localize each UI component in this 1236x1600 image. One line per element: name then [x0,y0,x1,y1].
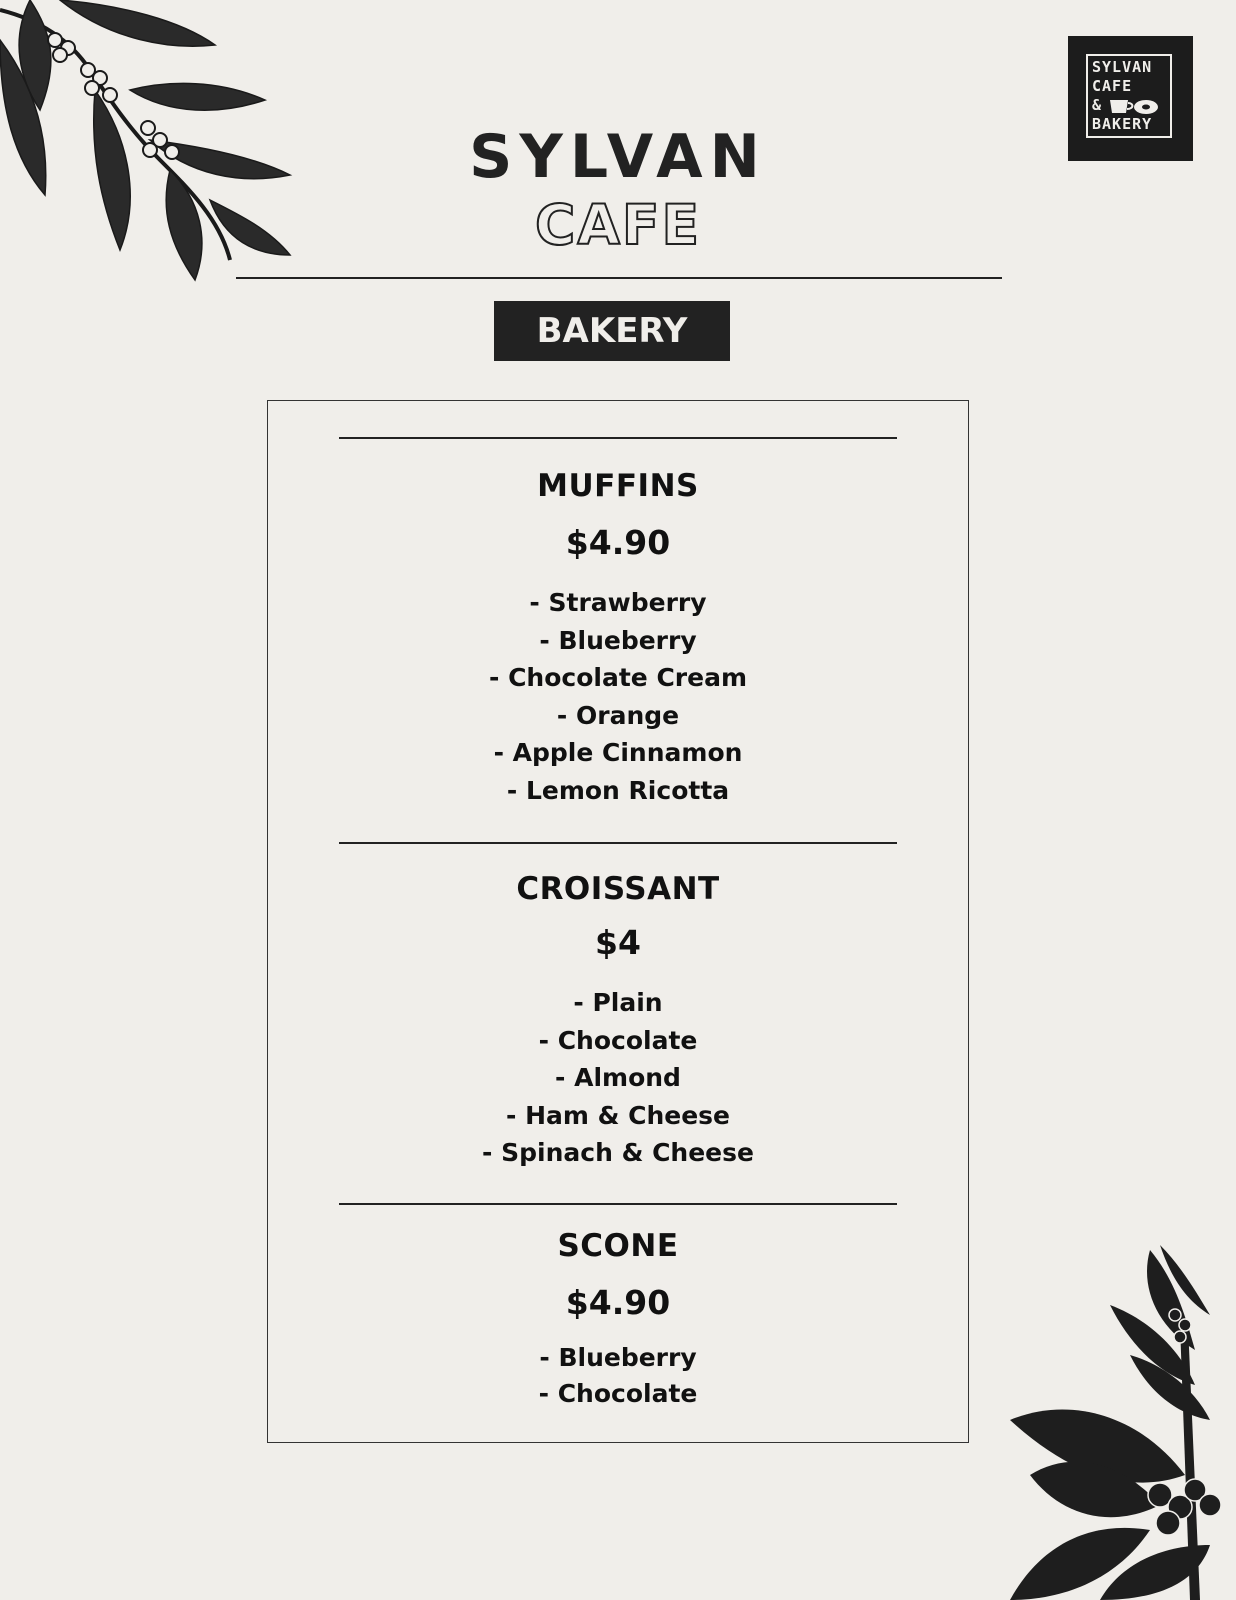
logo-line-4: BAKERY [1092,115,1153,133]
list-item: - Blueberry [539,1343,697,1372]
list-item: - Strawberry [529,588,707,617]
list-item: - Plain [573,988,663,1017]
header-divider [236,277,1002,279]
list-item: - Ham & Cheese [505,1100,731,1130]
category-divider [339,1203,897,1205]
list-item: - Orange [556,700,680,730]
category-divider [339,437,897,439]
list-item: - Apple Cinnamon [493,738,743,767]
list-item: - Spinach & Cheese [482,1138,754,1167]
list-item: - Chocolate [538,1379,698,1408]
cup-and-donut-icon [1108,97,1162,115]
item-list-muffins [267,584,969,809]
list-item: - Lemon Ricotta [506,775,730,805]
category-price-croissant: $4 [595,923,641,962]
logo-line-3: & [1092,96,1102,114]
list-item: - Chocolate [538,1025,698,1055]
category-price-muffins: $4.90 [565,523,671,562]
item-list-croissant [267,984,969,1172]
coffee-plant-illustration [1010,1245,1236,1600]
category-name-muffins: MUFFINS [537,468,699,504]
brand-title: SYLVAN [469,122,767,192]
list-item: - Almond [555,1063,681,1092]
section-badge: BAKERY [494,301,730,361]
item-list-scone [267,1340,969,1412]
category-divider [339,842,897,844]
category-name-croissant: CROISSANT [516,871,720,907]
list-item: - Chocolate Cream [489,663,747,692]
brand-subtitle: CAFE [534,193,702,257]
list-item: - Blueberry [539,625,697,655]
category-price-scone: $4.90 [565,1283,671,1322]
logo-line-2: CAFE [1092,77,1133,95]
logo-line-1: SYLVAN [1092,58,1153,76]
category-name-scone: SCONE [557,1228,679,1264]
